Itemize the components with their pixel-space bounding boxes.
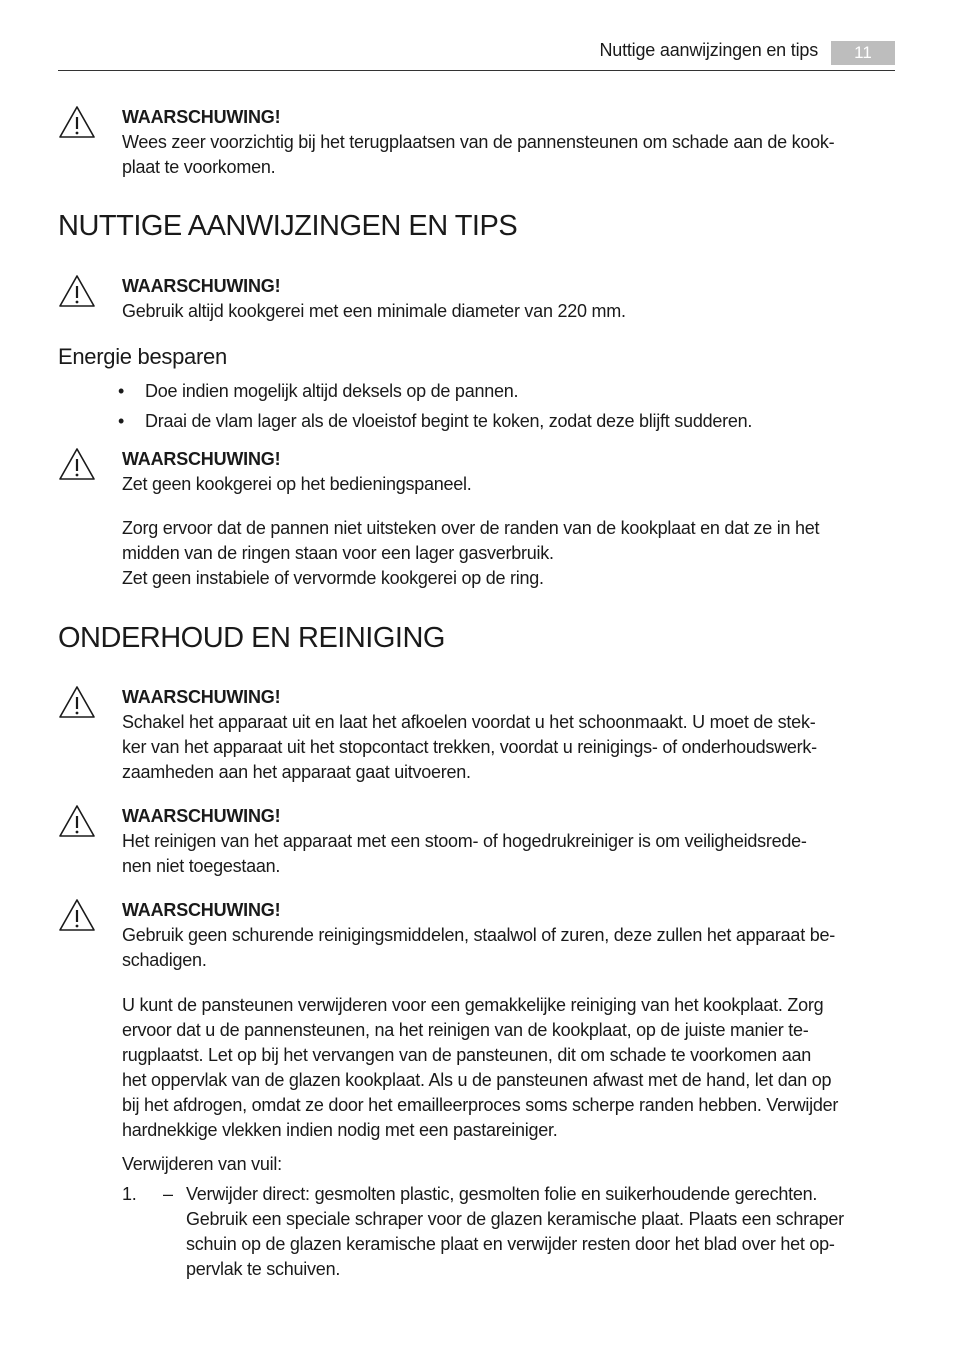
warning-triangle-icon — [58, 274, 96, 308]
bullet-icon: • — [118, 381, 125, 401]
steps-intro: Verwijderen van vuil: — [122, 1154, 282, 1174]
warning-text: Wees zeer voorzichtig bij het terugplaatsen van de pannensteunen om schade aan de kook- plaat te voorkomen. — [122, 132, 835, 177]
step-number: 1. — [122, 1184, 137, 1204]
warning-text: Zet geen kookgerei op het bedieningspaneel. — [122, 474, 472, 494]
section-title-maintenance: ONDERHOUD EN REINIGING — [58, 622, 445, 654]
warning-triangle-icon — [58, 447, 96, 481]
running-header-title: Nuttige aanwijzingen en tips — [599, 40, 818, 60]
step-lead: Verwijder direct: — [186, 1184, 310, 1204]
warning-triangle-icon — [58, 898, 96, 932]
bullet-icon: • — [118, 411, 125, 431]
warning-title: WAARSCHUWING! — [122, 806, 281, 826]
warning-text: Het reinigen van het apparaat met een stoom- of hogedrukreiniger is om veiligheidsrede- nen niet toegestaan. — [122, 831, 807, 876]
warning-title: WAARSCHUWING! — [122, 900, 281, 920]
warning-title: WAARSCHUWING! — [122, 449, 281, 469]
header-divider — [58, 70, 895, 71]
warning-title: WAARSCHUWING! — [122, 276, 281, 296]
subsection-title-energy: Energie besparen — [58, 344, 227, 369]
warning-title: WAARSCHUWING! — [122, 107, 281, 127]
step-text — [186, 1182, 898, 1282]
paragraph-pan-supports: U kunt de pansteunen verwijderen voor een gemakkelijke reiniging van het kookplaat. Zorg ervoor dat u de pannensteunen, na het reinigen van de kookplaat, op de juiste manier te- rugplaatst. Let op bij het vervangen van de pansteunen, dit om schade te voorkomen aan het oppervlak van de glazen kookplaat. Als u de pansteunen afwast met de hand, let dan op bij het afdrogen, omdat ze door het emailleerproces soms scherpe randen hebben. Verwijder hardnekkige vlekken indien nodig met een pastareiniger. — [122, 995, 839, 1140]
warning-triangle-icon — [58, 105, 96, 139]
page-number-badge: 11 — [831, 41, 895, 65]
warning-triangle-icon — [58, 685, 96, 719]
warning-text: Schakel het apparaat uit en laat het afkoelen voordat u het schoonmaakt. U moet de stek- ker van het apparaat uit het stopcontact trekken, voordat u reinigings- of onderhoudswerk- zaamheden aan het apparaat gaat uitvoeren. — [122, 712, 817, 782]
warning-text: Gebruik geen schurende reinigingsmiddelen, staalwol of zuren, deze zullen het apparaat be- schadigen. — [122, 925, 835, 970]
warning-text: Gebruik altijd kookgerei met een minimale diameter van 220 mm. — [122, 301, 626, 321]
warning-title: WAARSCHUWING! — [122, 687, 281, 707]
paragraph-pan-placement: Zorg ervoor dat de pannen niet uitsteken over de randen van de kookplaat en dat ze in het midden van de ringen staan voor een lager gasverbruik. Zet geen instabiele of vervormde kookgerei op de ring. — [122, 518, 820, 588]
step-body: gesmolten plastic, gesmolten folie en suikerhoudende gerechten. Gebruik een speciale schraper voor de glazen keramische plaat. Plaats een schraper schuin op de glazen keramische plaat en verwijder resten door het blad over het op- pervlak te schuiven. — [186, 1184, 844, 1279]
list-item-text: Doe indien mogelijk altijd deksels op de pannen. — [145, 381, 519, 401]
step-dash: – — [163, 1184, 173, 1204]
warning-triangle-icon — [58, 804, 96, 838]
section-title-tips: NUTTIGE AANWIJZINGEN EN TIPS — [58, 210, 518, 242]
list-item-text: Draai de vlam lager als de vloeistof begint te koken, zodat deze blijft sudderen. — [145, 411, 753, 431]
